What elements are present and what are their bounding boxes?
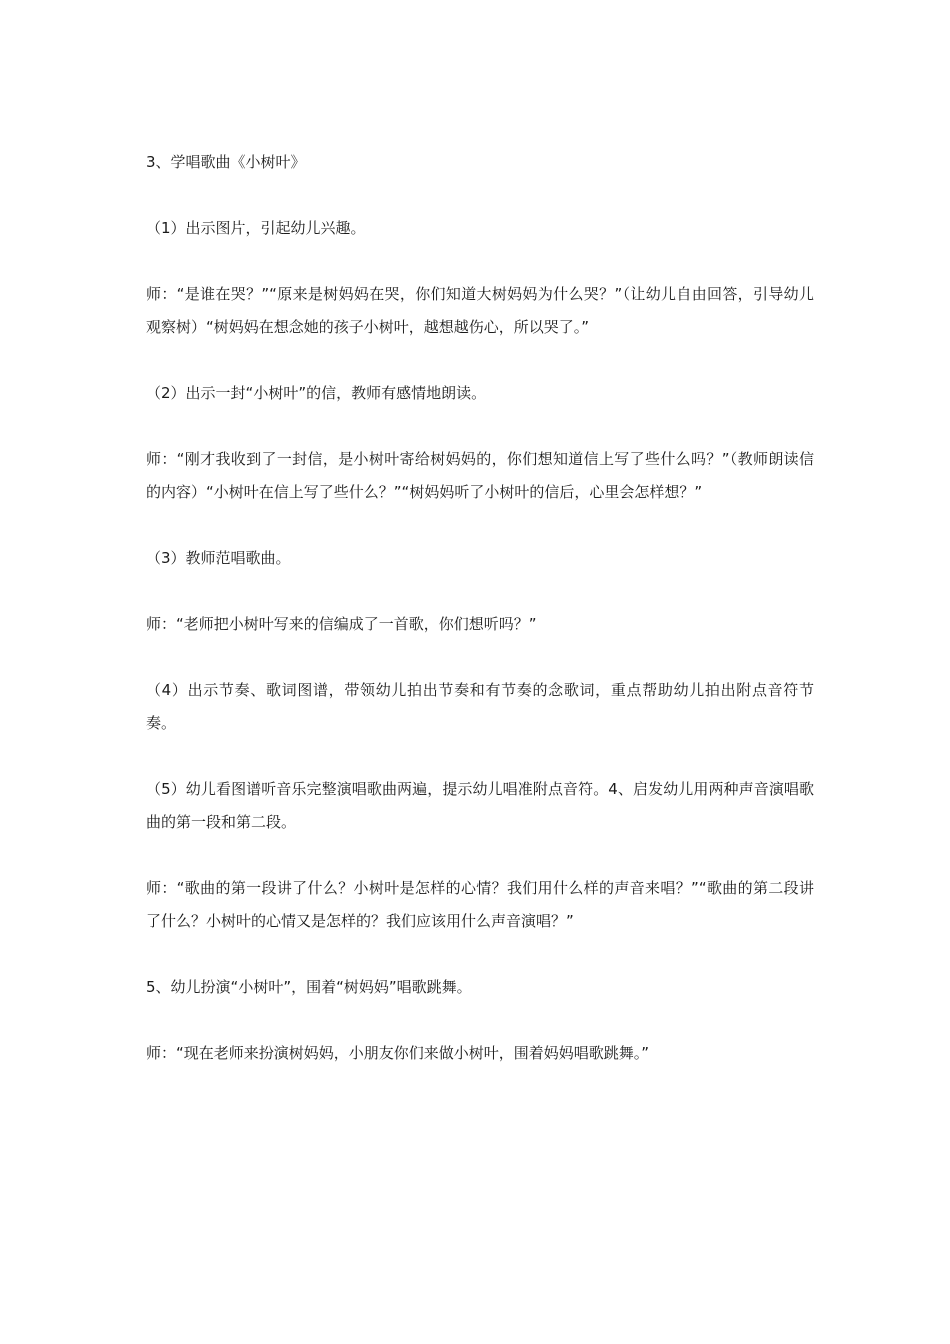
teacher-dialogue-1: 师：“是谁在哭？”“原来是树妈妈在哭，你们知道大树妈妈为什么哭？”（让幼儿自由回答，引导幼儿观察树）“树妈妈在想念她的孩子小树叶，越想越伤心，所以哭了。” (146, 285, 814, 336)
step-3-paragraph: （3）教师范唱歌曲。 (146, 549, 291, 567)
step-4-paragraph: （4）出示节奏、歌词图谱，带领幼儿拍出节奏和有节奏的念歌词，重点帮助幼儿拍出附点音符节奏。 (146, 681, 814, 732)
teacher-dialogue-3: 师：“老师把小树叶写来的信编成了一首歌，你们想听吗？” (146, 615, 537, 633)
section-heading-5: 5、幼儿扮演“小树叶”，围着“树妈妈”唱歌跳舞。 (146, 978, 472, 996)
section-heading-3: 3、学唱歌曲《小树叶》 (146, 153, 306, 171)
step-5-paragraph: （5）幼儿看图谱听音乐完整演唱歌曲两遍，提示幼儿唱准附点音符。4、启发幼儿用两种声音演唱歌曲的第一段和第二段。 (146, 780, 814, 831)
teacher-dialogue-4: 师：“歌曲的第一段讲了什么？小树叶是怎样的心情？我们用什么样的声音来唱？”“歌曲的第二段讲了什么？小树叶的心情又是怎样的？我们应该用什么声音演唱？” (146, 879, 814, 930)
step-2-paragraph: （2）出示一封“小树叶”的信，教师有感情地朗读。 (146, 384, 487, 402)
teacher-dialogue-5: 师：“现在老师来扮演树妈妈，小朋友你们来做小树叶，围着妈妈唱歌跳舞。” (146, 1044, 650, 1062)
step-1-paragraph: （1）出示图片，引起幼儿兴趣。 (146, 219, 366, 237)
document-body (146, 146, 814, 1103)
teacher-dialogue-2: 师：“刚才我收到了一封信，是小树叶寄给树妈妈的，你们想知道信上写了些什么吗？”（教师朗读信的内容）“小树叶在信上写了些什么？”“树妈妈听了小树叶的信后，心里会怎样想？” (146, 450, 814, 501)
